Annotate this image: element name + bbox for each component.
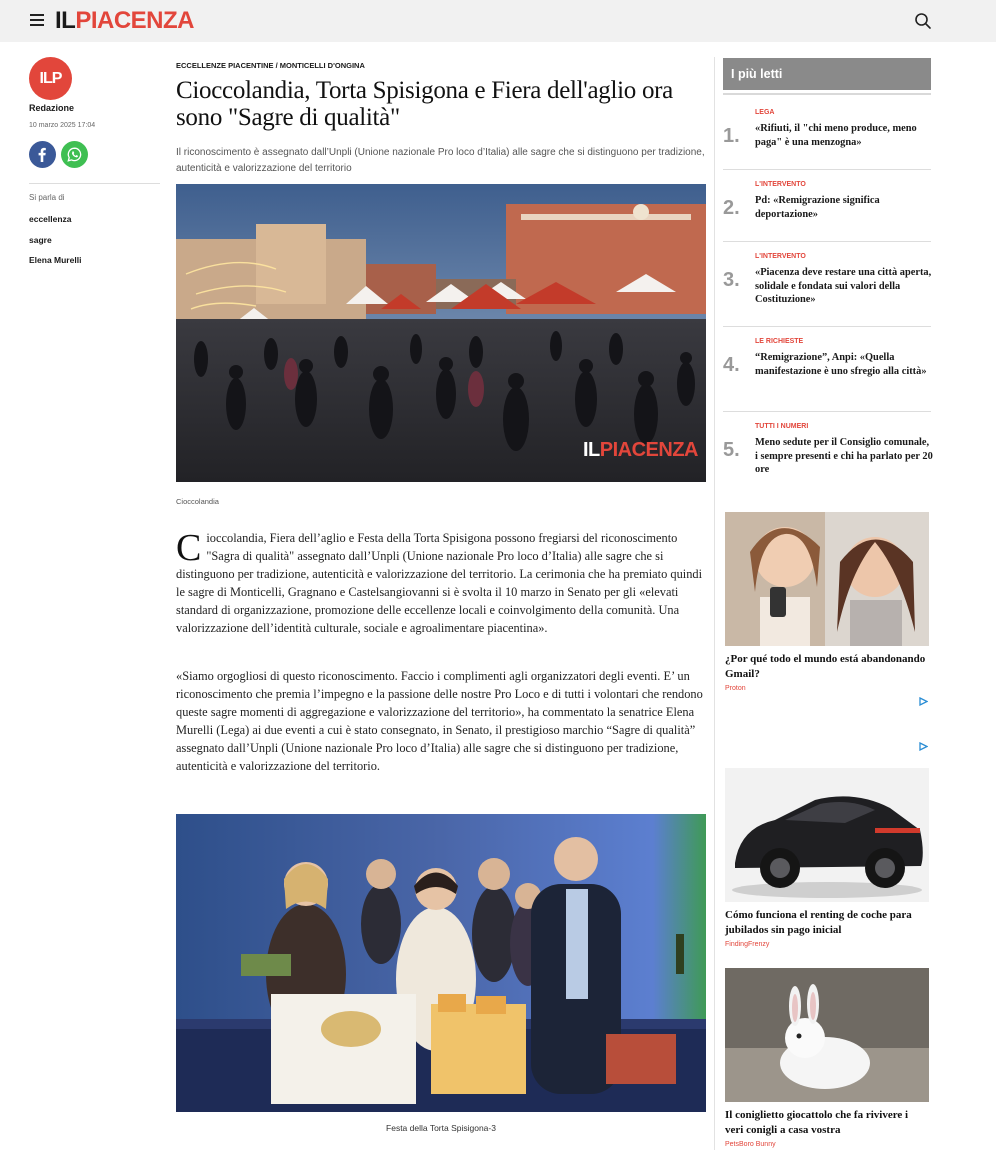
menu-icon[interactable] bbox=[30, 14, 44, 26]
ad-source[interactable]: Proton bbox=[725, 685, 746, 692]
divider bbox=[723, 169, 931, 170]
hero-caption: Cioccolandia bbox=[176, 497, 219, 506]
sponsored-ad[interactable] bbox=[725, 768, 929, 948]
sponsored-ad[interactable] bbox=[725, 968, 929, 1148]
tag-link[interactable]: eccellenza bbox=[29, 214, 72, 224]
item-kicker: L'INTERVENTO bbox=[755, 253, 806, 260]
paragraph-text: ioccolandia, Fiera dell’aglio e Festa della Torta Spisigona possono fregiarsi del riconoscimento "Sagra di qualità" assegnato dall’Unpli (Unione nazionale Pro loco d’Italia) alle sagre che si distinguono per tradizione, autenticità e valorizzazione del territorio. La cerimonia che ha premiato quindi le sagre di Monticelli, Gragnano e Castelsangiovanni si è svolta il 10 marzo in Senato per gli «elevati standard di organizzazione, promozione delle eccellenze locali e coinvolgimento della comunità. Una valorizzazione dell’identità culturale, sociale e agroalimentare piacentina». bbox=[176, 531, 703, 635]
logo-piacenza: PIACENZA bbox=[75, 7, 194, 34]
publish-date: 10 marzo 2025 17:04 bbox=[29, 122, 96, 129]
facebook-icon bbox=[35, 147, 50, 162]
tag-link[interactable]: Elena Murelli bbox=[29, 255, 82, 265]
whatsapp-icon bbox=[67, 147, 82, 162]
sponsored-ad[interactable] bbox=[725, 512, 929, 692]
item-kicker: L'INTERVENTO bbox=[755, 181, 806, 188]
divider bbox=[29, 183, 160, 184]
rank-number: 1. bbox=[723, 125, 740, 147]
logo-il: IL bbox=[55, 7, 76, 34]
item-kicker: LE RICHIESTE bbox=[755, 338, 804, 345]
article-subtitle: Il riconoscimento è assegnato dall’Unpli (Unione nazionale Pro loco d’Italia) alle sagre che si distinguono per tradizione, autenticità e valorizzazione del territorio bbox=[176, 147, 705, 174]
watermark-piacenza: PIACENZA bbox=[599, 439, 698, 461]
tag-link[interactable]: sagre bbox=[29, 235, 52, 245]
hero-watermark bbox=[583, 439, 698, 462]
rank-number: 4. bbox=[723, 354, 740, 376]
article-kicker[interactable]: ECCELLENZE PIACENTINE / MONTICELLI D'ONGINA bbox=[176, 61, 365, 70]
site-logo[interactable] bbox=[55, 8, 194, 34]
tags-heading: Si parla di bbox=[29, 193, 65, 202]
item-title[interactable]: “Remigrazione”, Anpi: «Quella manifestazione è uno sfregio alla città» bbox=[755, 352, 927, 377]
item-kicker: LEGA bbox=[755, 109, 775, 116]
ad-image[interactable] bbox=[725, 768, 929, 902]
rank-number: 2. bbox=[723, 197, 740, 219]
whatsapp-share-button[interactable] bbox=[61, 141, 88, 168]
search-icon[interactable] bbox=[914, 12, 932, 30]
item-kicker: TUTTI I NUMERI bbox=[755, 423, 809, 430]
item-title[interactable]: Pd: «Remigrazione significa deportazione» bbox=[755, 195, 880, 220]
ad-image[interactable] bbox=[725, 968, 929, 1102]
most-read-title: I più letti bbox=[723, 58, 931, 90]
author-name[interactable]: Redazione bbox=[29, 103, 75, 113]
item-title[interactable]: Meno sedute per il Consiglio comunale, i sempre presenti e chi ha parlato per 20 ore bbox=[755, 437, 933, 475]
item-title[interactable]: «Piacenza deve restare una città aperta, solidale e fondata sui valori della Costituzione» bbox=[755, 267, 932, 305]
ad-source[interactable]: PetsBoro Bunny bbox=[725, 1141, 776, 1148]
photo-caption: Festa della Torta Spisigona-3 bbox=[386, 1123, 496, 1133]
avatar[interactable]: ILP bbox=[29, 57, 72, 100]
article-paragraph bbox=[176, 529, 706, 637]
adchoices-icon[interactable] bbox=[919, 697, 928, 706]
divider bbox=[723, 326, 931, 327]
rank-number: 5. bbox=[723, 439, 740, 461]
divider bbox=[723, 93, 931, 95]
dropcap: C bbox=[176, 527, 202, 569]
ad-image[interactable] bbox=[725, 512, 929, 646]
watermark-il: IL bbox=[582, 439, 600, 461]
rank-number: 3. bbox=[723, 269, 740, 291]
ad-source[interactable]: FindingFrenzy bbox=[725, 941, 770, 948]
divider bbox=[723, 241, 931, 242]
ad-title[interactable]: Cómo funciona el renting de coche para jubilados sin pago inicial bbox=[725, 909, 912, 936]
column-divider bbox=[714, 57, 715, 1150]
facebook-share-button[interactable] bbox=[29, 141, 56, 168]
top-bar bbox=[0, 0, 996, 42]
item-title[interactable]: «Rifiuti, il "chi meno produce, meno paga" è una menzogna» bbox=[755, 123, 917, 148]
article-headline: Cioccolandia, Torta Spisigona e Fiera dell'aglio ora sono "Sagre di qualità" bbox=[176, 77, 673, 131]
hero-image[interactable] bbox=[176, 184, 706, 482]
ad-title[interactable]: Il coniglietto giocattolo che fa rivivere i veri conigli a casa vostra bbox=[725, 1109, 909, 1136]
divider bbox=[723, 411, 931, 412]
ad-title[interactable]: ¿Por qué todo el mundo está abandonando Gmail? bbox=[725, 653, 926, 680]
article-photo[interactable] bbox=[176, 814, 706, 1112]
article-paragraph: «Siamo orgogliosi di questo riconoscimento. Faccio i complimenti agli organizzatori degli eventi. E’ un riconoscimento che premia l’impegno e la passione delle nostre Pro Loco e di tutti i volontari che rendono queste sagre momenti di aggregazione e valorizzazione del territorio», ha commentato la senatrice Elena Murelli (Lega) ai due eventi a cui è stato consegnato, in Senato, il prestigioso marchio “Sagre di qualità” assegnato dall’Unpli (Unione nazionale Pro loco d’Italia) alle sagre che si distinguono per tradizione, autenticità e valorizzazione del territorio. bbox=[176, 669, 703, 773]
adchoices-icon[interactable] bbox=[919, 742, 928, 751]
